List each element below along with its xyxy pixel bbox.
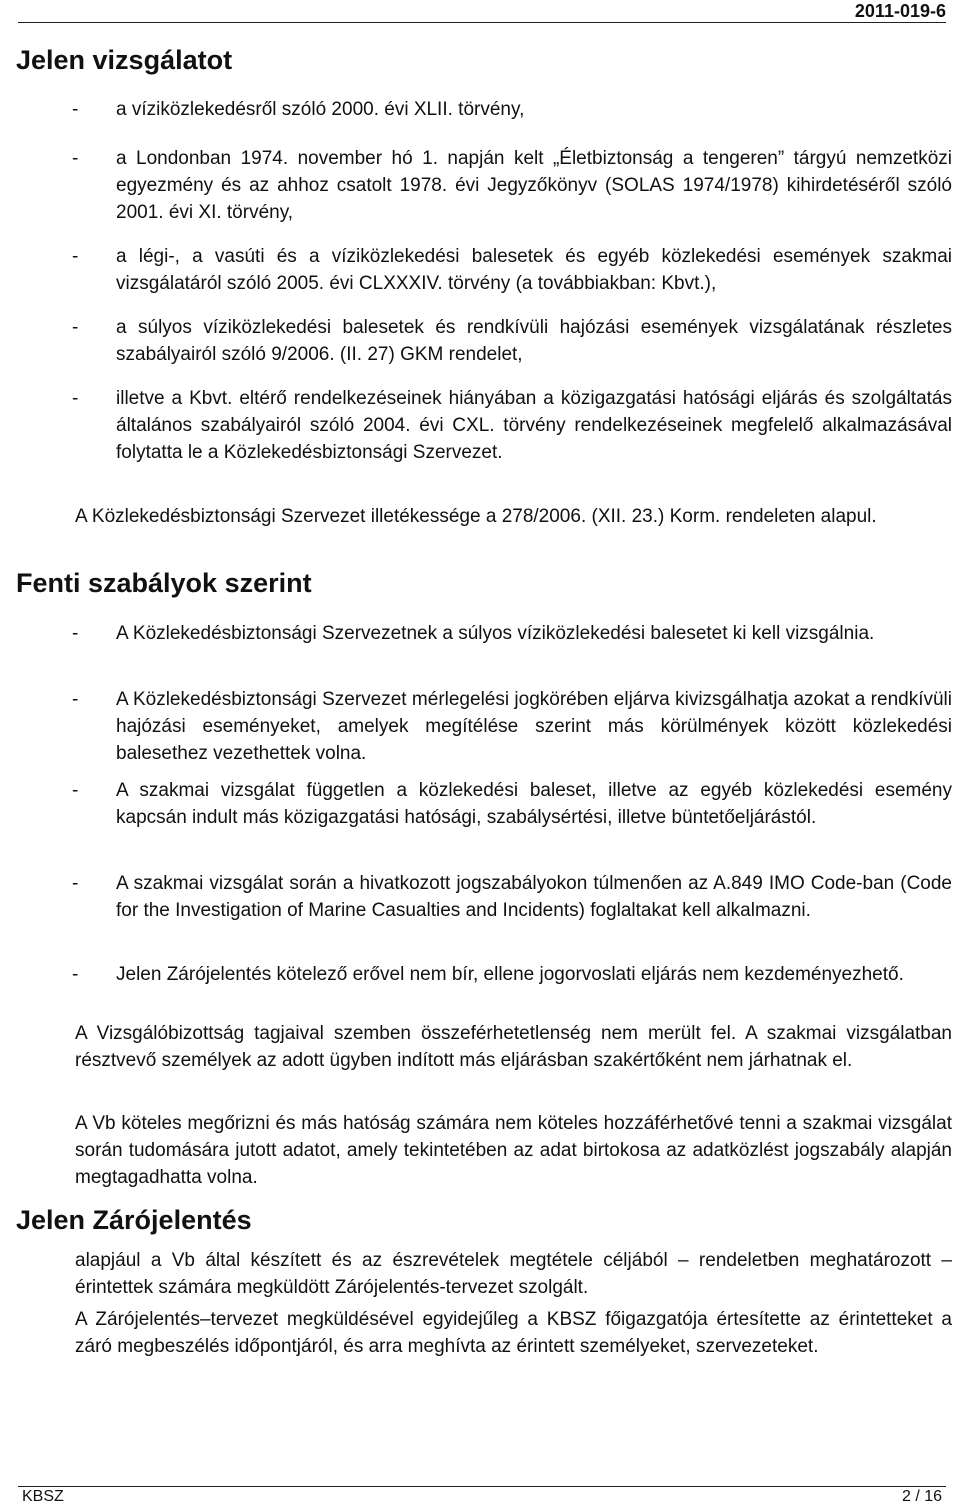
page-number: 2 / 16	[901, 1488, 942, 1505]
list-bullet: -	[72, 964, 79, 985]
list-item: Jelen Zárójelentés kötelező erővel nem bír, ellene jogorvoslati eljárás nem kezdeményezhető.	[116, 964, 904, 985]
list-bullet: -	[72, 873, 79, 894]
heading-fenti-szabalyok: Fenti szabályok szerint	[16, 568, 312, 598]
list-bullet: -	[72, 246, 79, 267]
list-item: A Közlekedésbiztonsági Szervezet mérlegelési jogkörében eljárva kivizsgálhatja azokat a rendkívüli hajózási eseményeket, amelyek megítélése szerint más körülmények között közlekedési balesethez vezethettek volna.	[116, 689, 952, 764]
list-item: a Londonban 1974. november hó 1. napján kelt „Életbiztonság a tengeren” tárgyú nemzetközi egyezmény és az ahhoz csatolt 1978. évi Jegyzőkönyv (SOLAS 1974/1978) kihirdetéséről szóló 2001. évi XI. törvény,	[116, 148, 952, 223]
footer-org: KBSZ	[22, 1488, 64, 1505]
heading-jelen-zarojelentes: Jelen Zárójelentés	[16, 1205, 252, 1235]
list-bullet: -	[72, 780, 79, 801]
list-bullet: -	[72, 317, 79, 338]
heading-jelen-vizsgalatot: Jelen vizsgálatot	[16, 45, 233, 75]
header-divider	[18, 22, 946, 23]
list-item: A Közlekedésbiztonsági Szervezetnek a súlyos víziközlekedési balesetet ki kell vizsgálnia.	[116, 623, 875, 644]
list-item: a légi-, a vasúti és a víziközlekedési balesetek és egyéb közlekedési események szakmai vizsgálatáról szóló 2005. évi CLXXXIV. törvény (a továbbiakban: Kbvt.),	[116, 246, 952, 294]
list-item: A szakmai vizsgálat független a közlekedési baleset, illetve az egyéb közlekedési esemény kapcsán indult más közigazgatási hatósági, szabálysértési, illetve büntetőeljárástól.	[116, 780, 952, 828]
list-item: a víziközlekedésről szóló 2000. évi XLII. törvény,	[116, 99, 525, 120]
paragraph: A Vizsgálóbizottság tagjaival szemben összeférhetetlenség nem merült fel. A szakmai vizsgálatban résztvevő személyek az adott ügyben indított más eljárásban szakértőként nem járhatnak el.	[75, 1023, 952, 1071]
paragraph: A Vb köteles megőrizni és más hatóság számára nem köteles hozzáférhetővé tenni a szakmai vizsgálat során tudomására jutott adatot, amely tekintetében az adat birtokosa az adatközlést jogszabály alapján megtagadhatta volna.	[75, 1113, 952, 1188]
list-bullet: -	[72, 623, 79, 644]
list-bullet: -	[72, 388, 79, 409]
footer-divider	[18, 1486, 946, 1487]
paragraph: A Közlekedésbiztonsági Szervezet illetékessége a 278/2006. (XII. 23.) Korm. rendeleten alapul.	[75, 506, 877, 527]
list-bullet: -	[72, 99, 79, 120]
list-item: A szakmai vizsgálat során a hivatkozott jogszabályokon túlmenően az A.849 IMO Code-ban (Code for the Investigation of Marine Casualties and Incidents) foglaltakat kell alkalmazni.	[116, 873, 952, 921]
document-id: 2011-019-6	[854, 1, 946, 21]
list-item: a súlyos víziközlekedési balesetek és rendkívüli hajózási események vizsgálatának részletes szabályairól szóló 9/2006. (II. 27) GKM rendelet,	[116, 317, 952, 365]
paragraph: A Zárójelentés–tervezet megküldésével egyidejűleg a KBSZ főigazgatója értesítette az érintetteket a záró megbeszélés időpontjáról, és arra meghívta az érintett személyeket, szervezeteket.	[75, 1309, 952, 1357]
paragraph: alapjául a Vb által készített és az észrevételek megtétele céljából – rendeletben meghatározott – érintettek számára megküldött Zárójelentés-tervezet szolgált.	[75, 1250, 952, 1298]
list-bullet: -	[72, 689, 79, 710]
list-item: illetve a Kbvt. eltérő rendelkezéseinek hiányában a közigazgatási hatósági eljárás és szolgáltatás általános szabályairól szóló 2004. évi CXL. törvény rendelkezéseinek megfelelő alkalmazásával folytatta le a Közlekedésbiztonsági Szervezet.	[116, 388, 952, 463]
list-bullet: -	[72, 148, 79, 169]
